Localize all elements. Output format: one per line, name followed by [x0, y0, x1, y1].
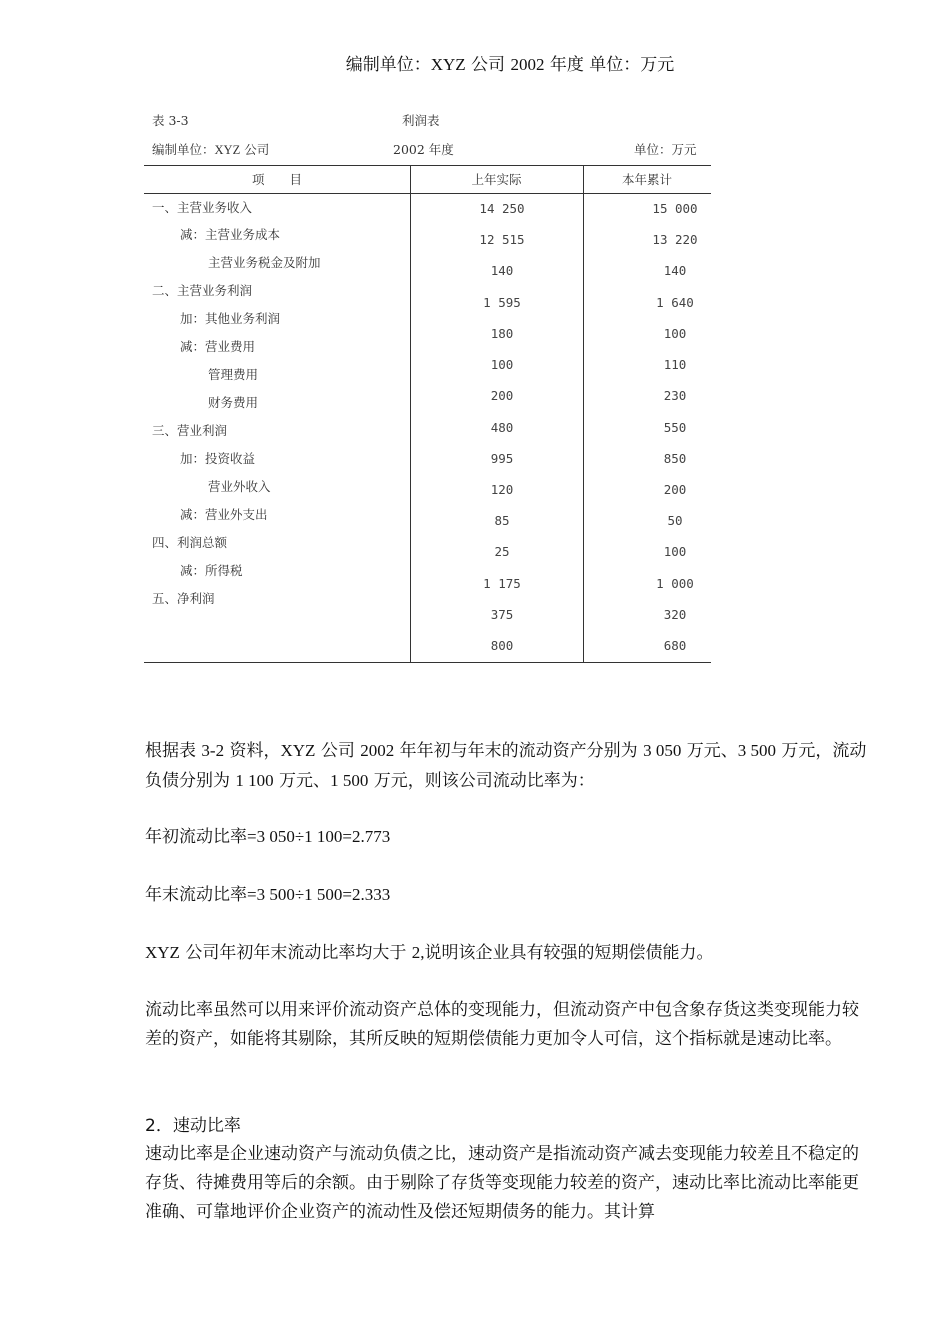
- curr-value: 110: [663, 357, 687, 372]
- table-number: 表 3-3: [152, 113, 189, 128]
- prev-value: 140: [490, 263, 514, 278]
- text-run: 1 500: [330, 771, 369, 790]
- prev-value: 12 515: [479, 232, 525, 247]
- text-run: 3 500: [737, 741, 776, 760]
- curr-value: 550: [663, 420, 687, 435]
- prev-value: 1 595: [483, 295, 521, 310]
- curr-value: 15 000: [652, 201, 698, 216]
- text-run: 年末流动比率: [145, 885, 247, 905]
- section-heading-quick-ratio: 2．速动比率: [145, 1116, 241, 1136]
- table-unit: 单位：万元: [634, 142, 697, 157]
- table-org: [152, 140, 269, 158]
- curr-value: 320: [663, 607, 687, 622]
- document-header: [0, 50, 950, 75]
- curr-value: 100: [663, 544, 687, 559]
- table-divider-2: [583, 165, 584, 663]
- paragraph-current-assets: [145, 736, 873, 796]
- row-label: 财务费用: [208, 395, 259, 410]
- text-run: 根据表: [145, 741, 202, 761]
- table-org-label: 编制单位：: [152, 142, 215, 157]
- text-run: 万元、: [681, 741, 738, 761]
- table-top-rule: [144, 165, 711, 166]
- header-label-unit: 年度 单位：万元: [544, 55, 675, 75]
- text-run: 万元、: [273, 771, 331, 791]
- table-year: 2002 年度: [393, 142, 454, 157]
- curr-value: 680: [663, 638, 687, 653]
- text-run: 2002: [360, 741, 395, 760]
- paragraph-opening-ratio: [145, 822, 873, 852]
- row-label: 加：其他业务利润: [180, 311, 281, 326]
- curr-value: 140: [663, 263, 687, 278]
- row-label: 管理费用: [208, 367, 259, 382]
- row-label: 二、主营业务利润: [152, 283, 253, 298]
- curr-value: 200: [663, 482, 687, 497]
- header-year: 2002: [510, 55, 545, 74]
- text-run: 3-2: [201, 741, 225, 760]
- text-run: 万元，则该公司流动比率为：: [368, 771, 595, 791]
- prev-value: 100: [490, 357, 514, 372]
- table-title: 利润表: [402, 113, 440, 128]
- table-divider-1: [410, 165, 411, 663]
- paragraph-conclusion: [145, 938, 873, 968]
- row-label: 主营业务税金及附加: [208, 255, 321, 270]
- row-label: 一、主营业务收入: [152, 200, 253, 215]
- text-run: =3 500÷1 500=2.333: [247, 885, 391, 904]
- curr-value: 850: [663, 451, 687, 466]
- prev-value: 85: [494, 513, 510, 528]
- text-run: XYZ: [280, 741, 316, 760]
- text-run: =3 050÷1 100=2.773: [247, 827, 391, 846]
- text-run: 说明该企业具有较强的短期偿债能力。: [424, 943, 714, 963]
- row-label: 五、净利润: [152, 591, 215, 606]
- header-company: XYZ: [430, 55, 466, 74]
- text-run: 资料，: [224, 741, 281, 761]
- row-label: 减：所得税: [180, 563, 243, 578]
- column-header-curr: 本年累计: [621, 172, 672, 187]
- prev-value: 200: [490, 388, 514, 403]
- prev-value: 120: [490, 482, 514, 497]
- text-run: 公司: [315, 741, 361, 761]
- row-label: 减：营业外支出: [180, 507, 268, 522]
- row-label: 减：主营业务成本: [180, 227, 281, 242]
- paragraph-quick-ratio-intro: 流动比率虽然可以用来评价流动资产总体的变现能力，但流动资产中包含象存货这类变现能力较差的资产，如能将其剔除，其所反映的短期偿债能力更加令人可信，这个指标就是速动比率。: [145, 1000, 859, 1049]
- curr-value: 50: [667, 513, 683, 528]
- table-org-company: XYZ: [214, 143, 241, 157]
- prev-value: 800: [490, 638, 514, 653]
- curr-value: 1 000: [656, 576, 694, 591]
- text-run: XYZ: [145, 943, 180, 962]
- income-statement-table: [140, 100, 715, 670]
- column-header-item: 项 目: [251, 172, 302, 187]
- prev-value: 1 175: [483, 576, 521, 591]
- header-label-org: 编制单位：: [345, 55, 431, 75]
- curr-value: 13 220: [652, 232, 698, 247]
- text-run: 3 050: [643, 741, 682, 760]
- curr-value: 100: [663, 326, 687, 341]
- table-header-rule: [144, 193, 711, 194]
- text-run: 年初流动比率: [145, 827, 247, 847]
- row-label: 营业外收入: [208, 479, 271, 494]
- column-header-prev: 上年实际: [471, 172, 522, 187]
- prev-value: 25: [494, 544, 510, 559]
- prev-value: 14 250: [479, 201, 525, 216]
- row-label: 加：投资收益: [180, 451, 256, 466]
- prev-value: 480: [490, 420, 514, 435]
- curr-value: 1 640: [656, 295, 694, 310]
- prev-value: 375: [490, 607, 514, 622]
- paragraph-closing-ratio: [145, 880, 873, 910]
- table-bottom-rule: [144, 662, 711, 663]
- prev-value: 180: [490, 326, 514, 341]
- table-org-suffix: 公司: [240, 142, 270, 157]
- header-label-company: 公司: [465, 55, 511, 75]
- row-label: 三、营业利润: [152, 423, 228, 438]
- text-run: 1 100: [235, 771, 274, 790]
- paragraph-quick-ratio-definition: 速动比率是企业速动资产与流动负债之比，速动资产是指流动资产减去变现能力较差且不稳定的存货、待摊费用等后的余额。由于剔除了存货等变现能力较差的资产，速动比率比流动比率能更准确、可靠地评价企业资产的流动性及偿还短期债务的能力。其计算: [145, 1144, 859, 1222]
- row-label: 四、利润总额: [152, 535, 228, 550]
- prev-value: 995: [490, 451, 514, 466]
- text-run: 公司年初年末流动比率均大于: [179, 943, 412, 963]
- text-run: 2,: [411, 943, 425, 962]
- text-run: 万元，流动负债分别为: [145, 741, 867, 791]
- text-run: 年年初与年末的流动资产分别为: [394, 741, 644, 761]
- curr-value: 230: [663, 388, 687, 403]
- row-label: 减：营业费用: [180, 339, 256, 354]
